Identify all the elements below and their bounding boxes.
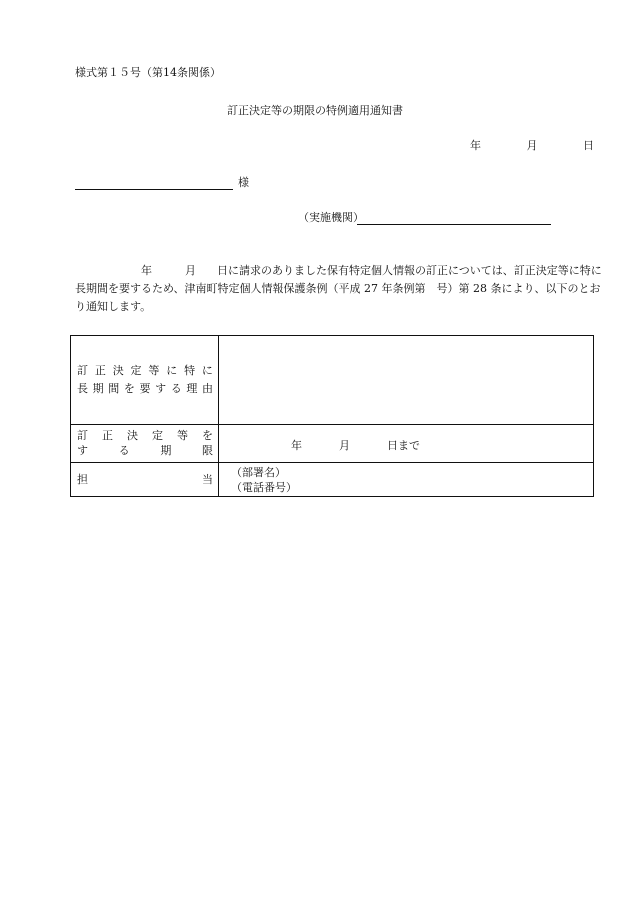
period-year: 年 xyxy=(291,439,302,452)
period-label-char: 定 xyxy=(152,429,163,442)
staff-label-cell xyxy=(71,463,219,497)
notice-body xyxy=(75,262,602,316)
issue-date-month: 月 xyxy=(526,139,538,152)
staff-phone-label: （電話番号） xyxy=(231,481,297,494)
agency-label: （実施機関） xyxy=(298,211,364,224)
reason-label-line-1 xyxy=(77,362,213,380)
period-until: 日まで xyxy=(387,439,420,452)
reason-label-char: 間 xyxy=(108,382,120,395)
reason-label-char: 正 xyxy=(94,364,106,377)
period-label-line-1 xyxy=(77,428,213,443)
staff-value-cell[interactable] xyxy=(219,463,594,497)
document-title: 訂正決定等の期限の特例適用通知書 xyxy=(227,104,403,117)
period-label-char: 訂 xyxy=(77,429,88,442)
form-number: 様式第１５号（第14条関係） xyxy=(75,66,221,79)
reason-row xyxy=(71,336,594,425)
reason-label-line-2 xyxy=(77,380,213,398)
period-row xyxy=(71,425,594,463)
staff-row xyxy=(71,463,594,497)
agency-underline xyxy=(357,224,551,225)
period-label-char: 期 xyxy=(160,444,172,457)
staff-dept-label: （部署名） xyxy=(231,466,286,479)
reason-label-char: す xyxy=(155,382,167,395)
period-label-char: る xyxy=(118,444,130,457)
period-label-cell xyxy=(71,425,219,463)
period-label-char: を xyxy=(202,429,213,442)
staff-label-char: 担 xyxy=(77,473,88,486)
reason-label-char: 要 xyxy=(139,382,151,395)
issue-date xyxy=(470,139,594,153)
issue-date-day: 日 xyxy=(583,139,594,152)
period-month: 月 xyxy=(339,439,350,452)
reason-label-char: る xyxy=(170,382,182,395)
period-label-char: 等 xyxy=(177,429,188,442)
reason-label-char: 期 xyxy=(92,382,104,395)
reason-label-char: 決 xyxy=(112,364,124,377)
period-label-char: 限 xyxy=(201,444,213,457)
period-label-char: 決 xyxy=(127,429,138,442)
reason-label-cell xyxy=(71,336,219,425)
addressee-suffix: 様 xyxy=(238,176,249,189)
reason-label-char: に xyxy=(166,364,178,377)
reason-label-char: 等 xyxy=(148,364,160,377)
reason-label-char: 定 xyxy=(130,364,142,377)
reason-label-char: 特 xyxy=(184,364,196,377)
addressee-underline xyxy=(75,189,233,190)
staff-label-char: 当 xyxy=(202,473,213,486)
period-value-cell[interactable] xyxy=(219,425,594,463)
reason-label-char: 訂 xyxy=(77,364,88,377)
body-line-2: 長期間を要するため、津南町特定個人情報保護条例（平成 27 年条例第 号）第 28 条により、以下のとお xyxy=(75,282,601,295)
issue-date-year: 年 xyxy=(470,139,481,152)
period-label-line-2 xyxy=(77,443,213,458)
reason-label-char: 由 xyxy=(202,382,213,395)
reason-value-cell[interactable] xyxy=(219,336,594,425)
period-label-char: 正 xyxy=(102,429,113,442)
reason-label-char: 理 xyxy=(186,382,198,395)
reason-label-char: 長 xyxy=(77,382,88,395)
notice-table xyxy=(70,335,594,497)
reason-label-char: を xyxy=(123,382,135,395)
staff-label-line xyxy=(77,473,213,487)
body-line-3: り通知します。 xyxy=(75,300,152,313)
period-label-char: す xyxy=(77,444,88,457)
body-line-1: 年 月 日に請求のありました保有特定個人情報の訂正については、訂正決定等に特に xyxy=(141,264,602,277)
reason-label-char: に xyxy=(201,364,213,377)
